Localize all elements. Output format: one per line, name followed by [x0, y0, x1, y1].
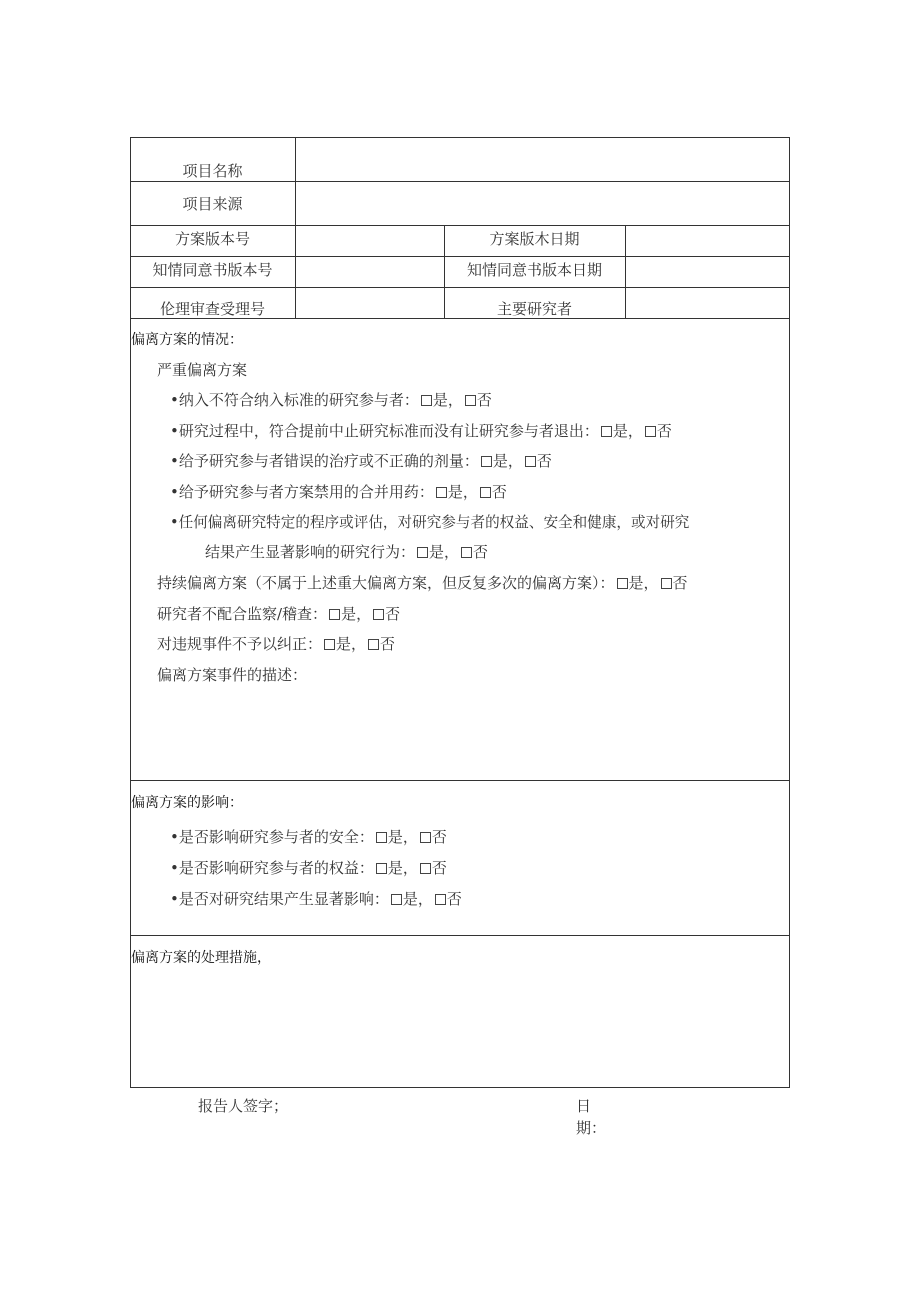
no-checkbox[interactable] — [645, 426, 656, 437]
yes-checkbox[interactable] — [324, 639, 335, 650]
no-label: 否 — [491, 483, 507, 501]
no-label: 否 — [476, 391, 492, 409]
no-label: 否 — [380, 635, 396, 653]
no-label: 否 — [431, 828, 447, 846]
yes-checkbox[interactable] — [601, 426, 612, 437]
noncooperation — [157, 603, 400, 624]
no-checkbox[interactable] — [661, 578, 672, 589]
date-label-line1: 日 — [576, 1097, 592, 1115]
item-text: •是否影响研究参与者的权益： — [170, 859, 374, 877]
no-label: 否 — [473, 543, 489, 561]
no-label: 否 — [536, 452, 552, 470]
situation-item — [170, 389, 492, 410]
situation-item — [170, 450, 552, 471]
yes-checkbox[interactable] — [617, 578, 628, 589]
project-name-input[interactable] — [300, 143, 789, 179]
protocol-version-input[interactable] — [300, 229, 444, 255]
table-rule — [130, 935, 790, 936]
yes-label: 是， — [492, 452, 523, 470]
item-text: 持续偏离方案（不属于上述重大偏离方案，但反复多次的偏离方案）： — [157, 574, 615, 592]
situation-item — [170, 481, 507, 502]
icf-date-label: 知情同意书版本日期 — [466, 261, 602, 279]
item-text: 研究者不配合监察/稽查： — [157, 605, 328, 623]
yes-label: 是， — [336, 635, 367, 653]
no-label: 否 — [656, 422, 672, 440]
situation-title: 偏离方案的情况： — [131, 332, 243, 348]
yes-label: 是， — [447, 483, 478, 501]
impact-item — [170, 857, 447, 878]
impact-title: 偏离方案的影响： — [131, 795, 243, 811]
protocol-date-label: 方案版木日期 — [489, 230, 580, 248]
project-source-label: 项目来源 — [182, 195, 243, 213]
date-label-line2: 期： — [576, 1119, 607, 1137]
table-rule — [130, 287, 790, 288]
no-label: 否 — [672, 574, 688, 592]
persistent-deviation — [157, 572, 688, 593]
yes-label: 是， — [628, 574, 659, 592]
no-checkbox[interactable] — [420, 832, 431, 843]
protocol-version-label: 方案版本号 — [174, 230, 250, 248]
ethics-number-input[interactable] — [300, 291, 444, 317]
yes-label: 是， — [432, 391, 463, 409]
project-source-input[interactable] — [300, 186, 789, 222]
item-text: •纳入不符合纳入标准的研究参与者： — [170, 391, 419, 409]
no-checkbox[interactable] — [368, 639, 379, 650]
yes-checkbox[interactable] — [421, 395, 432, 406]
table-divider — [295, 137, 296, 318]
yes-label: 是， — [341, 605, 372, 623]
no-checkbox[interactable] — [461, 547, 472, 558]
measures-title: 偏离方案的处理措施， — [131, 950, 271, 966]
item-text: 对违规事件不予以纠正： — [157, 635, 323, 653]
table-rule — [130, 256, 790, 257]
yes-checkbox[interactable] — [436, 487, 447, 498]
impact-item — [170, 888, 462, 909]
no-label: 否 — [431, 859, 447, 877]
table-divider — [625, 225, 626, 318]
no-label: 否 — [385, 605, 401, 623]
no-checkbox[interactable] — [420, 863, 431, 874]
no-checkbox[interactable] — [480, 487, 491, 498]
item-text: 结果产生显著影响的研究行为： — [205, 543, 416, 561]
item-text: •给予研究参与者方案禁用的合并用药： — [170, 483, 434, 501]
no-label: 否 — [446, 890, 462, 908]
description-textarea[interactable] — [157, 690, 786, 778]
icf-version-input[interactable] — [300, 260, 444, 286]
yes-label: 是， — [387, 859, 418, 877]
reporter-signature-label: 报告人签字； — [198, 1097, 289, 1115]
item-text: •是否对研究结果产生显著影响： — [170, 890, 389, 908]
no-checkbox[interactable] — [465, 395, 476, 406]
no-checkbox[interactable] — [435, 894, 446, 905]
yes-checkbox[interactable] — [391, 894, 402, 905]
no-checkbox[interactable] — [525, 456, 536, 467]
yes-checkbox[interactable] — [329, 609, 340, 620]
no-checkbox[interactable] — [373, 609, 384, 620]
serious-deviation-heading: 严重偏离方案 — [157, 361, 248, 379]
table-rule — [130, 780, 790, 781]
yes-label: 是， — [429, 543, 460, 561]
pi-input[interactable] — [630, 291, 789, 317]
table-rule — [130, 181, 790, 182]
no-correction — [157, 633, 395, 654]
yes-checkbox[interactable] — [481, 456, 492, 467]
yes-label: 是， — [612, 422, 643, 440]
situation-item-5-line1: •任何偏离研究特定的程序或评估，对研究参与者的权益、安全和健康，或对研究 — [170, 514, 690, 531]
situation-item — [205, 541, 488, 562]
situation-item — [170, 420, 672, 441]
table-rule — [130, 225, 790, 226]
protocol-date-input[interactable] — [630, 229, 789, 255]
yes-label: 是， — [402, 890, 433, 908]
description-label: 偏离方案事件的描述： — [157, 666, 308, 684]
yes-checkbox[interactable] — [417, 547, 428, 558]
item-text: •研究过程中，符合提前中止研究标准而没有让研究参与者退出： — [170, 422, 599, 440]
icf-version-label: 知情同意书版本号 — [152, 261, 273, 279]
yes-label: 是， — [387, 828, 418, 846]
item-text: •是否影响研究参与者的安全： — [170, 828, 374, 846]
measures-textarea[interactable] — [136, 972, 788, 1086]
icf-date-input[interactable] — [630, 260, 789, 286]
project-name-label: 项目名称 — [182, 162, 243, 180]
item-text: •给予研究参与者错误的治疗或不正确的剂量： — [170, 452, 479, 470]
pi-label: 主要研究者 — [496, 300, 572, 318]
yes-checkbox[interactable] — [376, 832, 387, 843]
yes-checkbox[interactable] — [376, 863, 387, 874]
impact-item — [170, 826, 447, 847]
ethics-number-label: 伦理审查受理号 — [159, 300, 265, 318]
